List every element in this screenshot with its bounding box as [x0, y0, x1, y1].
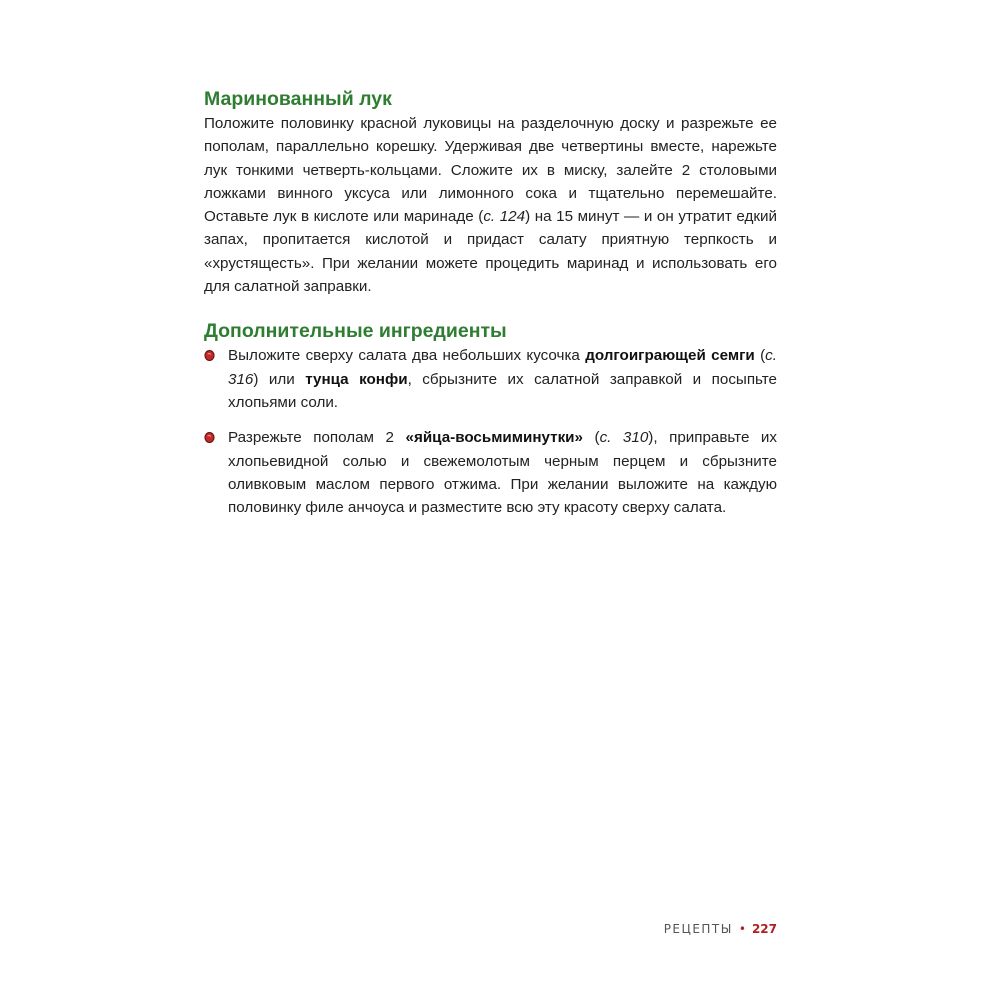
extras-list [204, 344, 777, 519]
page-number: 227 [751, 922, 777, 936]
pickled-onion-section [204, 86, 777, 298]
list-item: Выложите сверху салата два небольших кусочка долгоиграющей семги (с. 316) или тунца конфи, сбрызните их салатной заправкой и посыпьте хлопьями соли. [204, 344, 777, 414]
page-footer [664, 922, 777, 936]
list-item: Разрежьте пополам 2 «яйца-восьмиминутки» (с. 310), приправьте их хлопьевидной солью и свежемолотым черным перцем и сбрызните оливковым маслом первого отжима. При желании выложите на каждую половинку филе анчоуса и разместите всю эту красоту сверху салата. [204, 426, 777, 519]
footer-separator: • [738, 922, 746, 936]
pickled-onion-paragraph: Положите половинку красной луковицы на разделочную доску и разрежьте ее пополам, параллельно корешку. Удерживая две четвертины вместе, нарежьте лук тонкими четверть-кольцами. Сложите их в миску, залейте 2 столовыми ложками винного уксуса или лимонного сока и тщательно перемешайте. Оставьте лук в кислоте или маринаде (с. 124) на 15 минут — и он утратит едкий запах, пропитается кислотой и придаст салату приятную терпкость и «хрустящесть». При желании можете процедить маринад и использовать его для салатной заправки. [204, 115, 778, 296]
recipe-link-salmon: долгоиграющей семги [585, 347, 755, 365]
page-reference: с. 310 [599, 429, 649, 447]
recipe-link-eggs: «яйца-восьмиминутки» [405, 429, 583, 447]
red-dot-bullet-icon [204, 432, 215, 443]
red-dot-bullet-icon [204, 350, 215, 361]
recipe-link-tuna: тунца конфи [305, 370, 408, 388]
section-title-extra-ingredients: Дополнительные ингредиенты [204, 320, 507, 343]
footer-section-name: РЕЦЕПТЫ [663, 922, 733, 936]
page-content [204, 86, 777, 519]
extra-ingredients-section [204, 318, 777, 519]
page-reference: с. 316 [228, 347, 777, 388]
page-reference: с. 124 [483, 208, 526, 226]
section-title-pickled-onion: Маринованный лук [204, 88, 392, 110]
